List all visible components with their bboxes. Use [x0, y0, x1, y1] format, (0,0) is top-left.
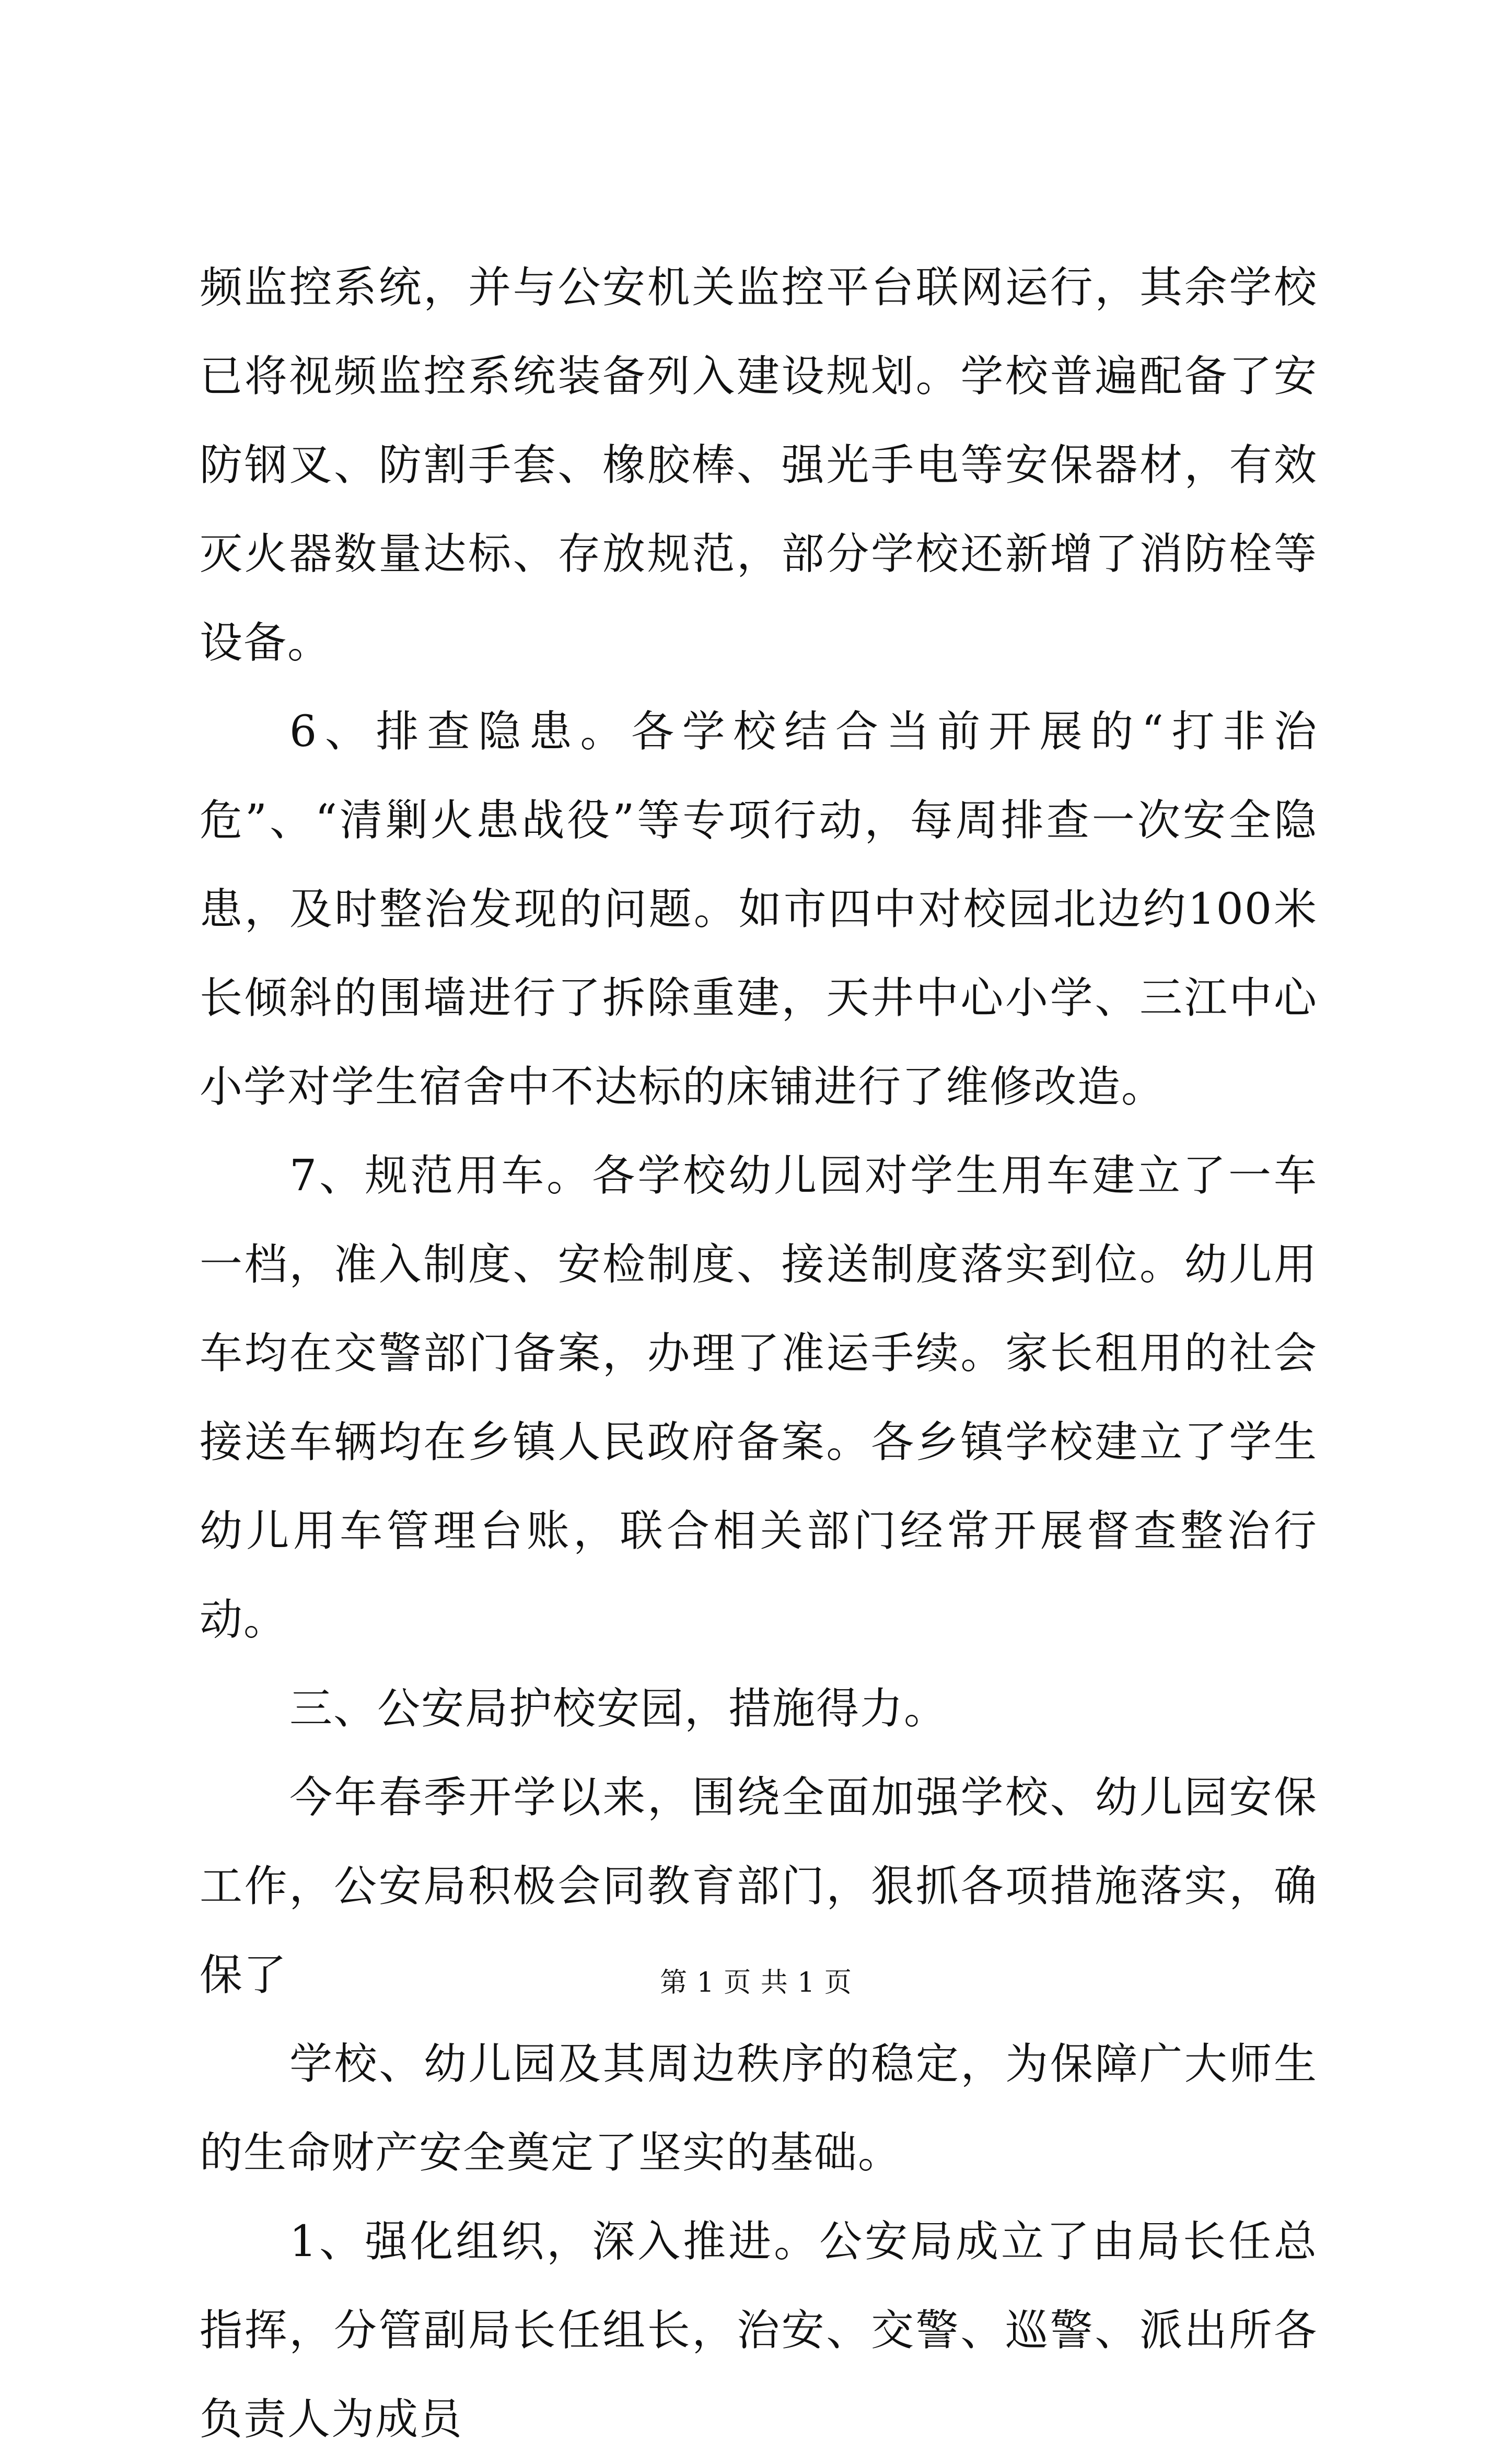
paragraph-6: 学校、幼儿园及其周边秩序的稳定，为保障广大师生的生命财产安全奠定了坚实的基础。 — [200, 2039, 1318, 2178]
paragraph-1: 频监控系统，并与公安机关监控平台联网运行，其余学校已将视频监控系统装备列入建设规划。学校普遍配备了安防钢叉、防割手套、橡胶棒、强光手电等安保器材，有效灭火器数量达标、存放规范，部分学校还新增了消防栓等设备。 — [200, 263, 1318, 668]
paragraph-7: 1、强化组织，深入推进。公安局成立了由局长任总指挥，分管副局长任组长，治安、交警、巡警、派出所各负责人为成员 — [200, 2217, 1318, 2444]
page-footer: 第 1 页 共 1 页 — [660, 1967, 852, 1998]
paragraph-3: 7、规范用车。各学校幼儿园对学生用车建立了一车一档，准入制度、安检制度、接送制度落实到位。幼儿用车均在交警部门备案，办理了准运手续。家长租用的社会接送车辆均在乡镇人民政府备案。各乡镇学校建立了学生幼儿用车管理台账，联合相关部门经常开展督查整治行动。 — [200, 1151, 1318, 1645]
document-body — [200, 243, 1318, 2464]
paragraph-2: 6、排查隐患。各学校结合当前开展的“打非治危”、“清剿火患战役”等专项行动，每周排查一次安全隐患，及时整治发现的问题。如市四中对校园北边约100米长倾斜的围墙进行了拆除重建，天井中心小学、三江中心小学对学生宿舍中不达标的床铺进行了维修改造。 — [200, 707, 1318, 1112]
paragraph-4: 三、公安局护校安园，措施得力。 — [289, 1684, 948, 1734]
paragraph-5: 今年春季开学以来，围绕全面加强学校、幼儿园安保工作，公安局积极会同教育部门，狠抓各项措施落实，确保了 — [200, 1773, 1318, 2000]
